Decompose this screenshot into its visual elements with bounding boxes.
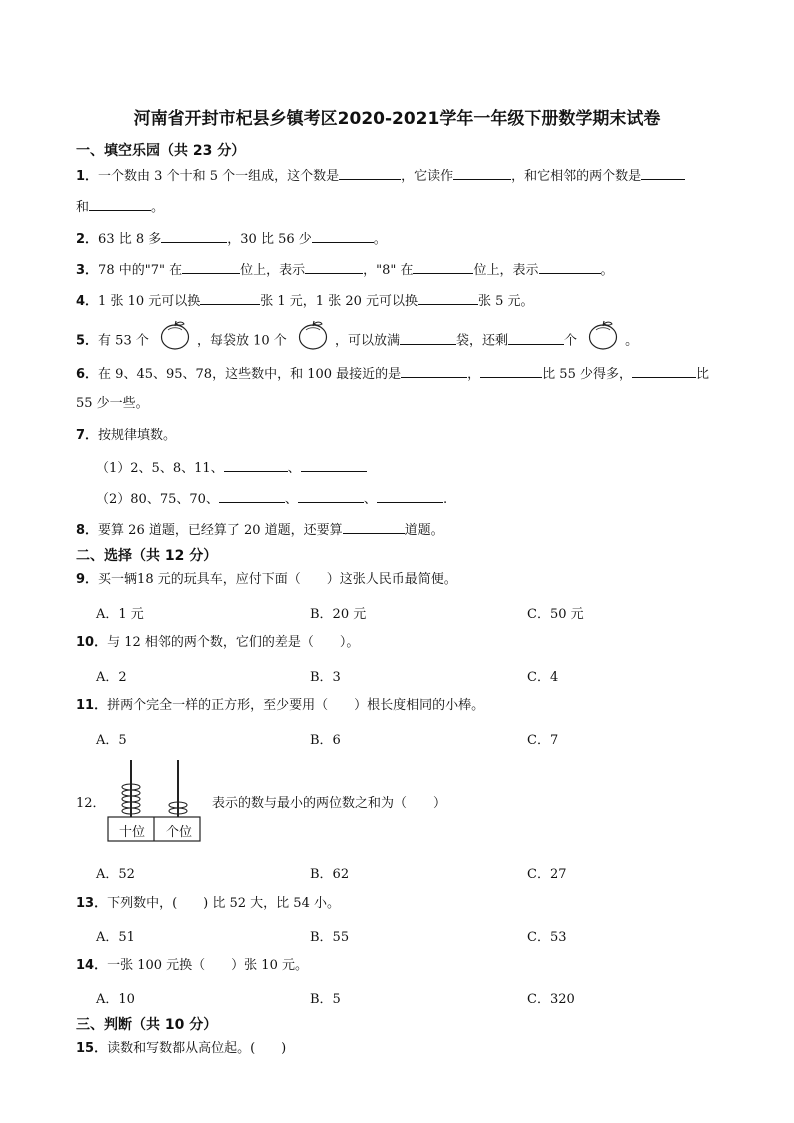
answer-blank[interactable] bbox=[641, 166, 685, 180]
option-a[interactable]: A．10 bbox=[96, 992, 135, 1007]
question-6: 6．在 9、45、95、78，这些数中，和 100 最接近的是 ， 比 55 少得多， 比 bbox=[76, 364, 709, 384]
answer-blank[interactable] bbox=[632, 364, 696, 378]
section-heading: 三、判断（共 10 分） bbox=[76, 1017, 218, 1033]
option-b[interactable]: B．20 元 bbox=[310, 607, 367, 622]
question-4: 4．1 张 10 元可以换 张 1 元，1 张 20 元可以换 张 5 元。 bbox=[76, 291, 534, 311]
question-9: 9．买一辆18 元的玩具车，应付下面（ ）这张人民币最简便。 bbox=[76, 572, 457, 587]
option-b[interactable]: B．5 bbox=[310, 992, 341, 1007]
option-a[interactable]: A．1 元 bbox=[96, 607, 144, 622]
option-c[interactable]: C．27 bbox=[527, 867, 567, 882]
option-c[interactable]: C．53 bbox=[527, 930, 567, 945]
answer-blank[interactable] bbox=[312, 229, 374, 243]
answer-blank[interactable] bbox=[301, 458, 367, 472]
abacus-ones-label: 个位 bbox=[165, 825, 192, 840]
answer-blank[interactable] bbox=[400, 331, 456, 345]
question-1: 1．一个数由 3 个十和 5 个一组成，这个数是 ，它读作 ，和它相邻的两个数是 bbox=[76, 166, 685, 186]
option-c[interactable]: C．4 bbox=[527, 670, 559, 685]
answer-blank[interactable] bbox=[413, 260, 473, 274]
option-b[interactable]: B．6 bbox=[310, 733, 341, 748]
answer-blank[interactable] bbox=[219, 489, 285, 503]
question-6-cont: 55 少一些。 bbox=[76, 396, 149, 411]
option-a[interactable]: A．5 bbox=[96, 733, 127, 748]
option-c[interactable]: C．50 元 bbox=[527, 607, 584, 622]
section-heading: 二、选择（共 12 分） bbox=[76, 548, 218, 564]
answer-blank[interactable] bbox=[182, 260, 240, 274]
option-a[interactable]: A．51 bbox=[96, 930, 135, 945]
answer-blank[interactable] bbox=[339, 166, 401, 180]
page-title: 河南省开封市杞县乡镇考区2020-2021学年一年级下册数学期末试卷 bbox=[133, 109, 661, 129]
question-3: 3．78 中的"7" 在 位上，表示 ，"8" 在 位上，表示 。 bbox=[76, 260, 614, 280]
answer-blank[interactable] bbox=[305, 260, 363, 274]
question-2: 2．63 比 8 多 ，30 比 56 少 。 bbox=[76, 229, 387, 249]
option-c[interactable]: C．320 bbox=[527, 992, 575, 1007]
section-heading: 一、填空乐园（共 23 分） bbox=[76, 143, 246, 159]
answer-blank[interactable] bbox=[298, 489, 364, 503]
question-7: 7．按规律填数。 bbox=[76, 428, 177, 443]
question-15: 15．读数和写数都从高位起。( ) bbox=[76, 1041, 287, 1056]
option-b[interactable]: B．55 bbox=[310, 930, 350, 945]
question-13: 13．下列数中，( ) 比 52 大，比 54 小。 bbox=[76, 896, 340, 911]
answer-blank[interactable] bbox=[480, 364, 542, 378]
answer-blank[interactable] bbox=[224, 458, 288, 472]
question-12-number: 12． bbox=[76, 796, 106, 811]
question-14: 14．一张 100 元换（ ）张 10 元。 bbox=[76, 958, 308, 973]
option-a[interactable]: A．52 bbox=[96, 867, 135, 882]
answer-blank[interactable] bbox=[343, 520, 405, 534]
answer-blank[interactable] bbox=[539, 260, 601, 274]
question-7-part-1: （1）2、5、8、11、 、 bbox=[96, 458, 367, 478]
question-5: 5．有 53 个 ，每袋放 10 个 ，可以放满 袋，还剩 个 。 bbox=[76, 320, 638, 362]
answer-blank[interactable] bbox=[401, 364, 467, 378]
question-11: 11．拼两个完全一样的正方形，至少要用（ ）根长度相同的小棒。 bbox=[76, 698, 485, 713]
answer-blank[interactable] bbox=[89, 197, 151, 211]
answer-blank[interactable] bbox=[418, 291, 478, 305]
answer-blank[interactable] bbox=[200, 291, 260, 305]
question-10: 10．与 12 相邻的两个数，它们的差是（ ）。 bbox=[76, 635, 360, 650]
answer-blank[interactable] bbox=[508, 331, 564, 345]
option-c[interactable]: C．7 bbox=[527, 733, 559, 748]
question-8: 8．要算 26 道题，已经算了 20 道题，还要算 道题。 bbox=[76, 520, 444, 540]
abacus-tens-label: 十位 bbox=[118, 825, 145, 840]
question-7-part-2: （2）80、75、70、 、 、 . bbox=[96, 489, 447, 509]
answer-blank[interactable] bbox=[161, 229, 227, 243]
apple-icon bbox=[297, 320, 329, 362]
question-12-text: 表示的数与最小的两位数之和为（ ） bbox=[212, 796, 447, 811]
apple-icon bbox=[159, 320, 191, 362]
answer-blank[interactable] bbox=[453, 166, 511, 180]
answer-blank[interactable] bbox=[377, 489, 443, 503]
apple-icon bbox=[587, 320, 619, 362]
question-1-cont: 和 。 bbox=[76, 197, 164, 217]
option-b[interactable]: B．62 bbox=[310, 867, 350, 882]
option-b[interactable]: B．3 bbox=[310, 670, 341, 685]
option-a[interactable]: A．2 bbox=[96, 670, 127, 685]
